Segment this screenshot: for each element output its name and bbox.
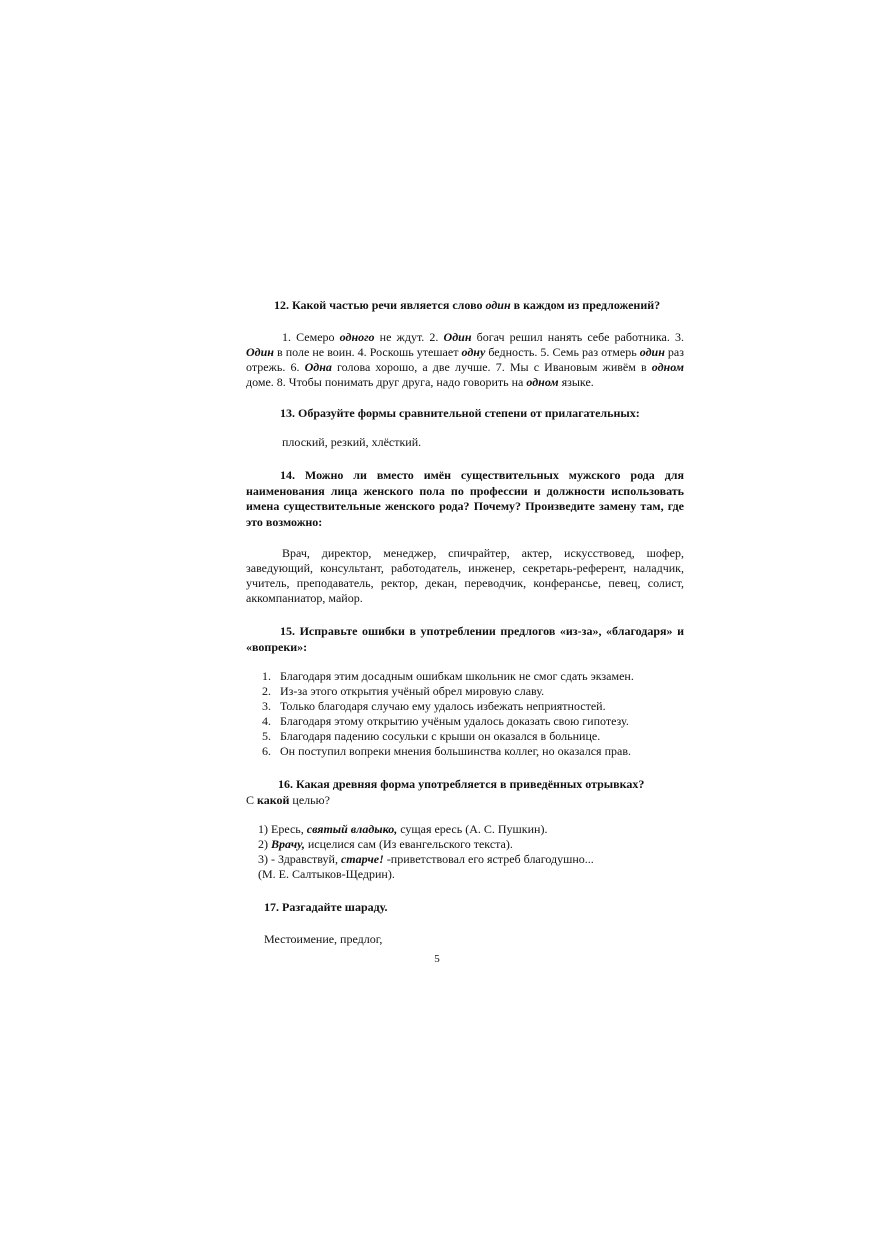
question-13-heading: 13. Образуйте формы сравнительной степени от прилагательных: [280,405,640,420]
question-15-list [246,669,684,759]
question-16-heading: 16. Какая древняя форма употребляется в приведённых отрывках? С какой целью? [246,777,645,807]
question-14-heading: 14. Можно ли вместо имён существительных мужского рода для наименования лица женского пола по профессии и должности использовать имена существительные женского рода? Почему? Произведите замену там, где это возможно: [246,468,684,529]
question-13-words: плоский, резкий, хлёсткий. [282,435,422,449]
page-number: 5 [434,953,440,965]
document-page [246,298,684,947]
question-17-heading: 17. Разгадайте шараду. [264,900,388,914]
question-12-heading: 12. Какой частью речи является слово один в каждом из предложений? [274,298,661,312]
question-12-sentences: 1. Семеро одного не ждут. 2. Один богач решил нанять себе работника. 3. Один в поле не воин. 4. Роскошь утешает одну бедность. 5. Семь раз отмерь один раз отрежь. 6. Одна голова хорошо, а две лучше. 7. Мы с Ивановым живём в одном доме. 8. Чтобы понимать друг друга, надо говорить на одном языке. [246,329,684,389]
quote-line: 2) Врачу, исцелися сам (Из евангельского текста). [258,837,513,851]
list-item: 6. Он поступил вопреки мнения большинства коллег, но оказался прав. [262,744,631,758]
list-item: 5. Благодаря падению сосульки с крыши он оказался в больнице. [262,729,601,743]
question-17-charade: Местоимение, предлог, [264,931,383,946]
question-15-heading: 15. Исправьте ошибки в употреблении предлогов «из-за», «благодаря» и «вопреки»: [246,624,684,654]
quote-line: 1) Ересь, святый владыко, сущая ересь (А. С. Пушкин). [258,822,548,836]
question-14-words: Врач, директор, менеджер, спичрайтер, актер, искусствовед, шофер, заведующий, консультант, работодатель, инженер, секретарь-референт, наладчик, учитель, преподаватель, ректор, декан, переводчик, конферансье, певец, солист, аккомпаниатор, майор. [246,546,684,605]
quote-line: 3) - Здравствуй, старче! -приветствовал его ястреб благодушно... [258,852,594,866]
list-item: 3. Только благодаря случаю ему удалось избежать неприятностей. [262,699,606,713]
list-item: 1. Благодаря этим досадным ошибкам школьник не смог сдать экзамен. [262,669,634,683]
list-item: 2. Из-за этого открытия учёный обрел мировую славу. [262,684,545,698]
question-16-quotes [246,822,684,882]
quote-line: (М. Е. Салтыков-Щедрин). [258,867,395,881]
list-item: 4. Благодаря этому открытию учёным удалось доказать свою гипотезу. [262,714,629,728]
